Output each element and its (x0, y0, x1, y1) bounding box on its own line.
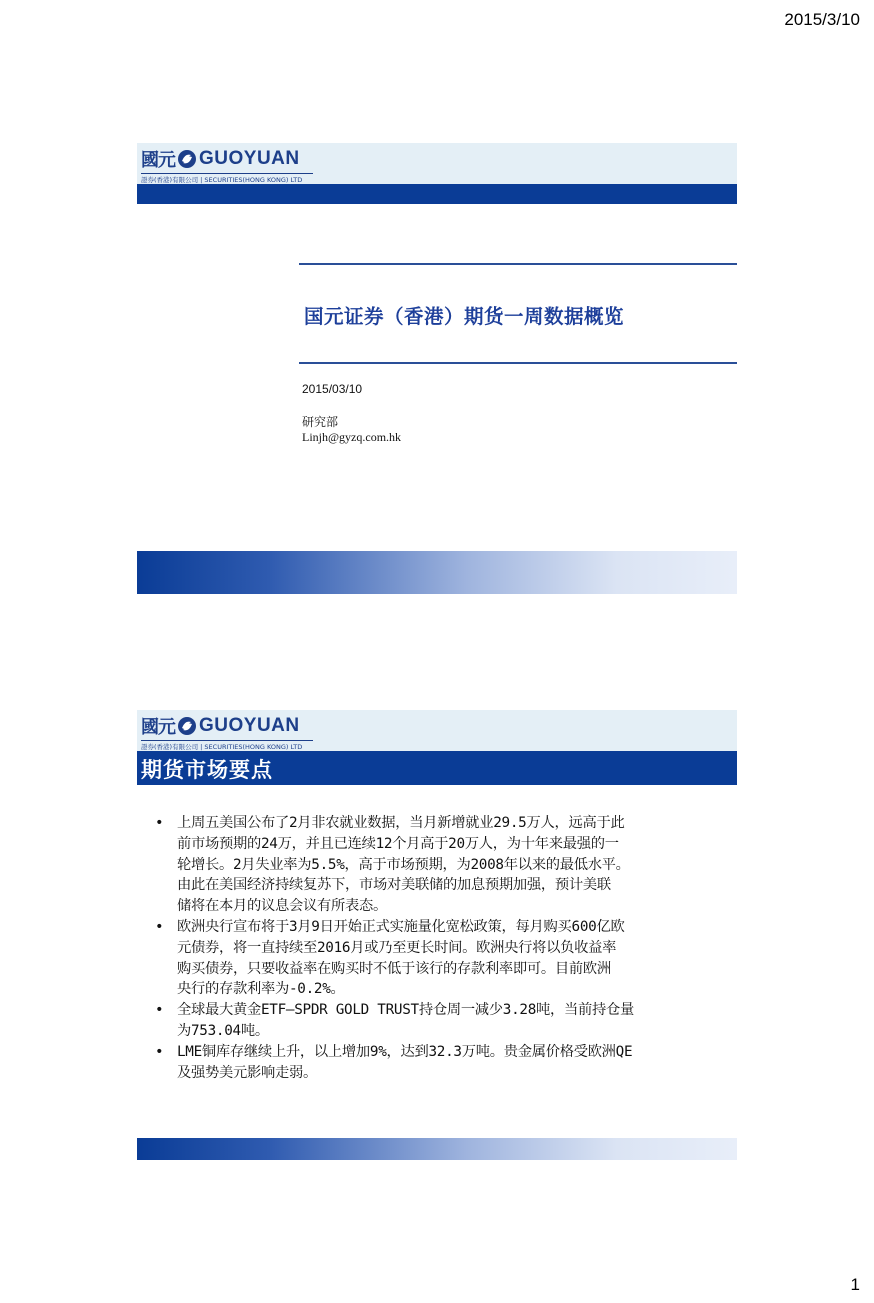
list-item (153, 1000, 713, 1042)
logo-subline: 證券(香港)有限公司 | SECURITIES(HONG KONG) LTD (141, 740, 313, 751)
logo-subline-en: SECURITIES(HONG KONG) LTD (204, 176, 303, 184)
key-points-list (153, 813, 713, 1083)
bullet-line: 为753.04吨。 (177, 1022, 269, 1039)
bullet-line: 上周五美国公布了2月非农就业数据，当月新增就业29.5万人，远高于此 (177, 815, 625, 831)
list-item (153, 1042, 713, 1084)
logo-english: GUOYUAN (199, 148, 300, 169)
logo-strip (137, 710, 737, 752)
bullet-line: 购买债券，只要收益率在购买时不低于该行的存款利率即可。目前欧洲 (177, 960, 611, 977)
bullet-icon: • (155, 1002, 164, 1019)
bullet-line: 央行的存款利率为-0.2%。 (177, 981, 345, 998)
bullet-line: 及强势美元影响走弱。 (177, 1064, 317, 1081)
section-title: 期货市场要点 (141, 757, 273, 782)
list-item (153, 813, 713, 917)
contact-email: Linjh@gyzq.com.hk (302, 430, 402, 444)
page-number: 1 (850, 1275, 860, 1294)
guoyuan-logo (141, 147, 331, 183)
logo-chinese: 國元 (141, 717, 175, 738)
report-title: 国元证券（香港）期货一周数据概览 (304, 305, 625, 328)
bullet-line: 储将在本月的议息会议有所表态。 (177, 898, 387, 915)
bullet-line: 轮增长。2月失业率为5.5%，高于市场预期，为2008年以来的最低水平。 (177, 856, 630, 873)
report-date: 2015/03/10 (302, 382, 363, 396)
logo-subline-en: SECURITIES(HONG KONG) LTD (204, 743, 303, 751)
guoyuan-emblem-icon (177, 149, 197, 169)
bullet-line: 欧洲央行宣布将于3月9日开始正式实施量化宽松政策，每月购买600亿欧 (177, 918, 625, 935)
logo-subline: 證券(香港)有限公司 | SECURITIES(HONG KONG) LTD (141, 173, 313, 184)
logo-subline-cn: 證券(香港)有限公司 (141, 176, 199, 184)
logo-chinese: 國元 (141, 150, 175, 171)
slide-key-points (137, 710, 737, 1162)
footer-gradient-bar (137, 551, 737, 594)
bullet-icon: • (155, 1043, 164, 1060)
list-item (153, 917, 713, 1000)
bullet-icon: • (155, 815, 164, 831)
header-blue-bar (137, 184, 737, 204)
title-rule-top (299, 263, 737, 265)
section-title-bar (137, 751, 737, 785)
logo-english: GUOYUAN (199, 715, 300, 736)
slide-cover (137, 143, 737, 595)
department: 研究部 (302, 415, 339, 429)
print-date: 2015/3/10 (784, 10, 860, 29)
logo-subline-cn: 證券(香港)有限公司 (141, 743, 199, 751)
guoyuan-emblem-icon (177, 716, 197, 736)
title-rule-bottom (299, 362, 737, 364)
bullet-line: 全球最大黄金ETF—SPDR GOLD TRUST持仓周一减少3.28吨，当前持仓量 (177, 1002, 635, 1019)
guoyuan-logo (141, 714, 331, 750)
logo-strip (137, 143, 737, 185)
bullet-line: 元债券，将一直持续至2016月或乃至更长时间。欧洲央行将以负收益率 (177, 939, 617, 956)
footer-gradient-bar (137, 1138, 737, 1160)
bullet-line: 由此在美国经济持续复苏下，市场对美联储的加息预期加强，预计美联 (177, 877, 611, 894)
bullet-line: LME铜库存继续上升，以上增加9%，达到32.3万吨。贵金属价格受欧洲QE (177, 1043, 633, 1060)
bullet-line: 前市场预期的24万，并且已连续12个月高于20万人，为十年来最强的一 (177, 835, 619, 852)
bullet-icon: • (155, 918, 164, 935)
